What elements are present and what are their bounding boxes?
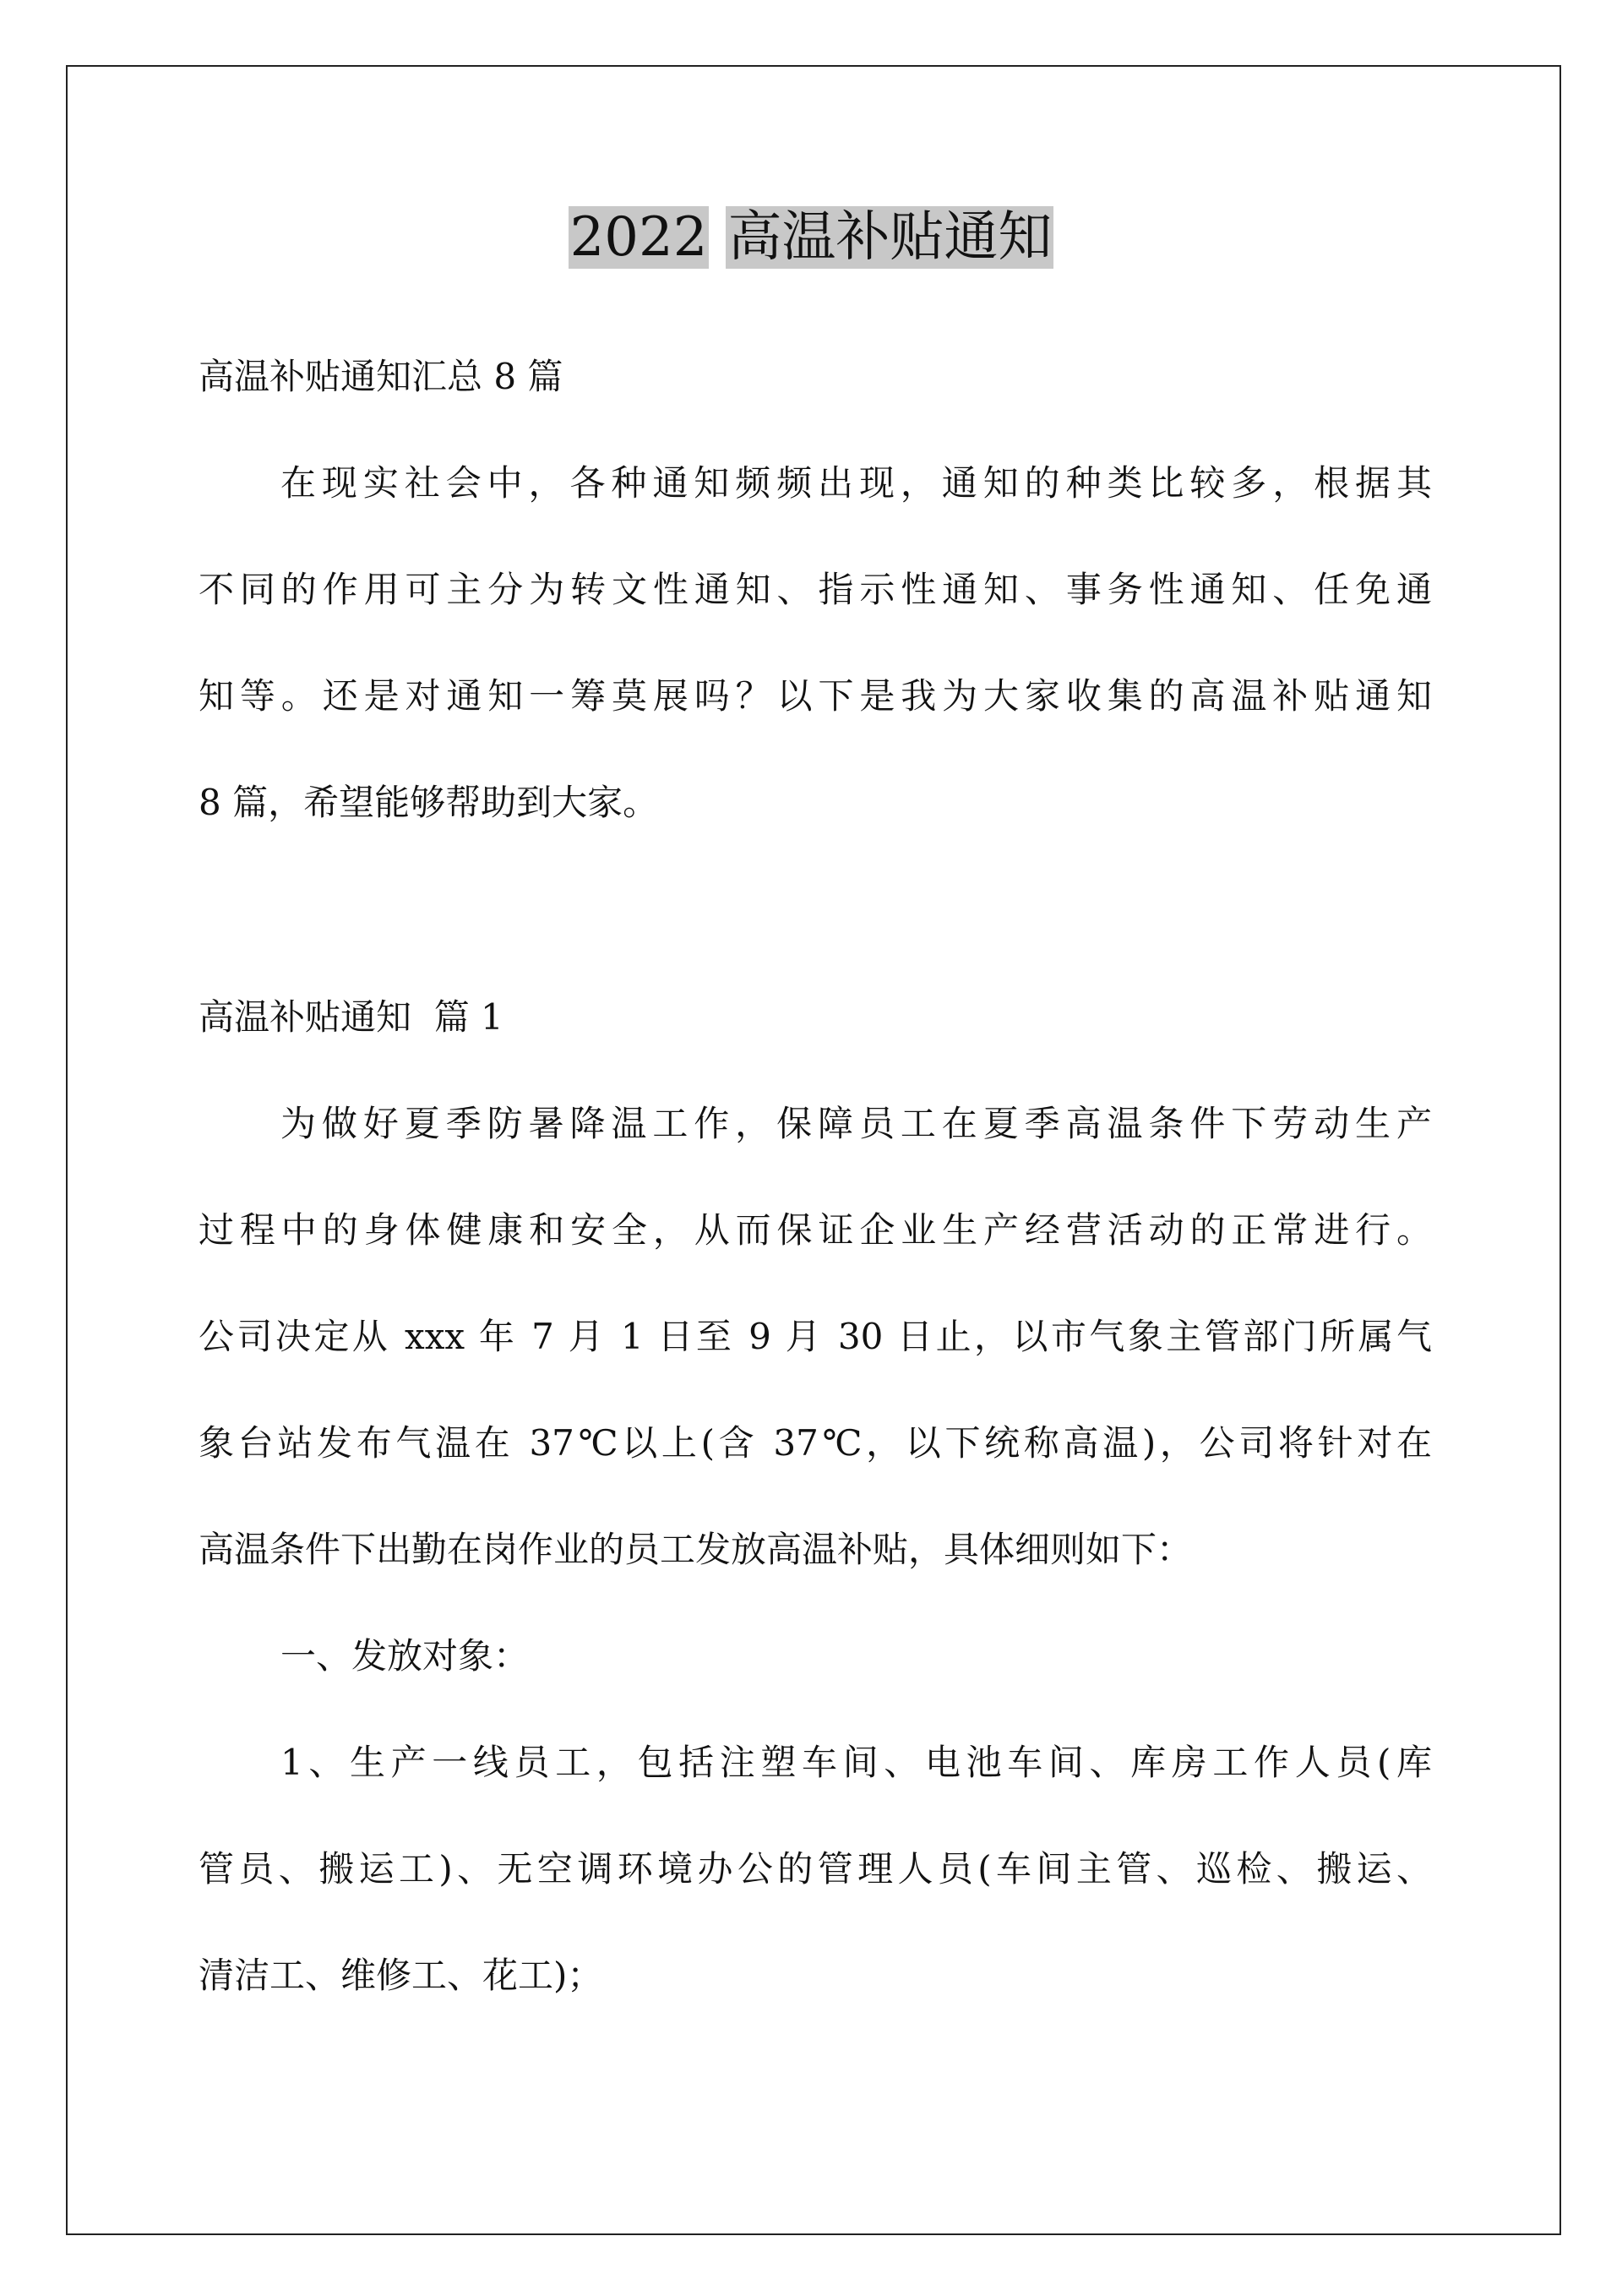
item-line-3: 清洁工、维修工、花工)； <box>199 1955 603 1996</box>
intro-line-3: 知等。还是对通知一筹莫展吗？以下是我为大家收集的高温补贴通知 <box>199 675 1432 717</box>
body-line-3: 公司决定从 xxx 年 7 月 1 日至 9 月 30 日止，以市气象主管部门所属气 <box>199 1316 1432 1357</box>
item-line-1: 1、生产一线员工，包括注塑车间、电池车间、库房工作人员(库 <box>280 1742 1432 1783</box>
item-heading: 一、发放对象： <box>280 1635 530 1677</box>
body-line-4: 象台站发布气温在 37℃以上(含 37℃，以下统称高温)，公司将针对在 <box>199 1422 1432 1464</box>
document-title <box>0 201 1622 274</box>
document-subtitle: 高温补贴通知汇总 8 篇 <box>199 356 563 397</box>
body-line-5: 高温条件下出勤在岗作业的员工发放高温补贴，具体细则如下： <box>199 1529 1193 1570</box>
title-year: 2022 <box>569 206 708 269</box>
intro-line-4: 8 篇，希望能够帮助到大家。 <box>199 782 659 823</box>
section-heading: 高温补贴通知 篇 1 <box>199 996 503 1038</box>
intro-line-2: 不同的作用可主分为转文性通知、指示性通知、事务性通知、任免通 <box>199 569 1432 610</box>
title-text: 高温补贴通知 <box>727 206 1053 269</box>
item-line-2: 管员、搬运工)、无空调环境办公的管理人员(车间主管、巡检、搬运、 <box>199 1848 1432 1890</box>
body-line-1: 为做好夏季防暑降温工作，保障员工在夏季高温条件下劳动生产 <box>280 1103 1432 1144</box>
body-line-2: 过程中的身体健康和安全，从而保证企业生产经营活动的正常进行。 <box>199 1209 1432 1251</box>
intro-line-1: 在现实社会中，各种通知频频出现，通知的种类比较多，根据其 <box>280 462 1432 504</box>
